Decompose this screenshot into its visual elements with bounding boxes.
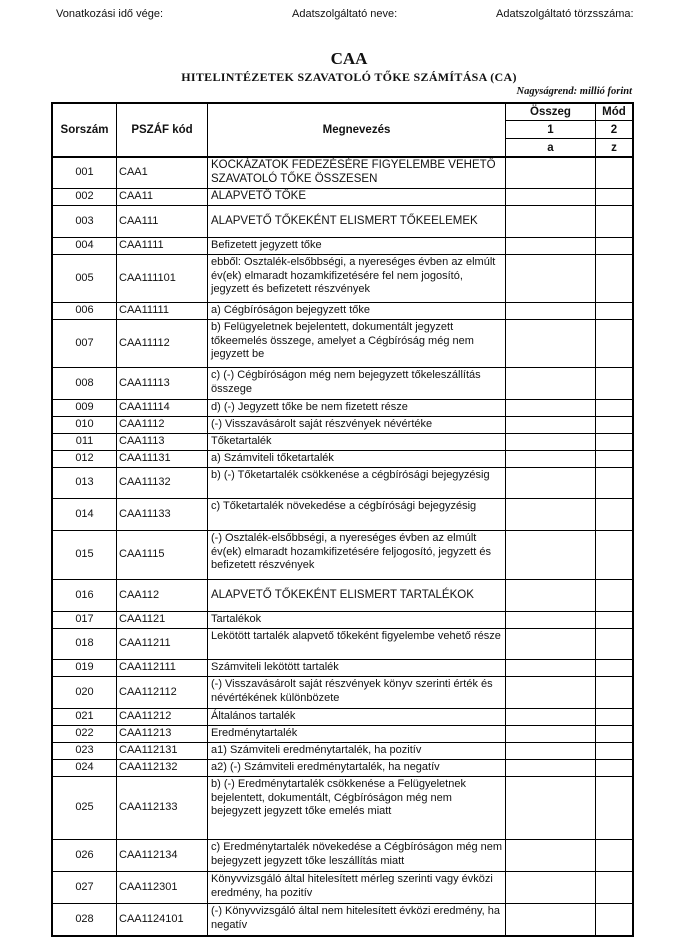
row-description: (-) Visszavásárolt saját részvények könyv szerinti érték és névértékének különbözete <box>208 677 506 708</box>
row-mode-cell[interactable] <box>596 158 632 188</box>
row-pszaf-code: CAA112132 <box>117 760 208 776</box>
row-mode-cell[interactable] <box>596 400 632 416</box>
row-number: 008 <box>53 368 117 399</box>
row-pszaf-code: CAA111 <box>117 206 208 237</box>
row-description: a2) (-) Számviteli eredménytartalék, ha negatív <box>208 760 506 776</box>
row-mode-cell[interactable] <box>596 629 632 659</box>
row-description: a) Számviteli tőketartalék <box>208 451 506 467</box>
row-amount-cell[interactable] <box>506 726 596 742</box>
row-description: Eredménytartalék <box>208 726 506 742</box>
row-amount-cell[interactable] <box>506 777 596 839</box>
row-number: 012 <box>53 451 117 467</box>
table-row <box>53 158 632 189</box>
row-description: KOCKÁZATOK FEDEZÉSÉRE FIGYELEMBE VEHETŐ SZAVATOLÓ TŐKE ÖSSZESEN <box>208 158 506 188</box>
row-description: ebből: Osztalék-elsőbbségi, a nyereséges évben az elmúlt év(ek) elmaradt hozamkifizetésére fel nem jogosító, jegyzett és befizetett részvények <box>208 255 506 302</box>
row-mode-cell[interactable] <box>596 904 632 935</box>
row-description: (-) Könyvvizsgáló által nem hitelesített évközi eredmény, ha negatív <box>208 904 506 935</box>
row-mode-cell[interactable] <box>596 434 632 450</box>
row-mode-cell[interactable] <box>596 189 632 205</box>
form-header <box>0 8 698 24</box>
row-number: 021 <box>53 709 117 725</box>
row-pszaf-code: CAA11 <box>117 189 208 205</box>
row-pszaf-code: CAA11113 <box>117 368 208 399</box>
row-mode-cell[interactable] <box>596 709 632 725</box>
row-description: b) Felügyeletnek bejelentett, dokumentált jegyzett tőkeemelés összege, amelyet a Cégbíróság még nem jegyzett be <box>208 320 506 367</box>
provider-id-label: Adatszolgáltató törzsszáma: <box>496 8 634 20</box>
row-description: c) Tőketartalék növekedése a cégbírósági bejegyzésig <box>208 499 506 530</box>
row-pszaf-code: CAA1111 <box>117 238 208 254</box>
row-pszaf-code: CAA1121 <box>117 612 208 628</box>
table-row <box>53 468 632 499</box>
row-mode-cell[interactable] <box>596 417 632 433</box>
row-description: c) (-) Cégbíróságon még nem bejegyzett tőkeleszállítás összege <box>208 368 506 399</box>
unit-note: Nagyságrend: millió forint <box>516 86 632 97</box>
row-pszaf-code: CAA11111 <box>117 303 208 319</box>
table-row <box>53 760 632 777</box>
table-row <box>53 726 632 743</box>
row-description: a) Cégbíróságon bejegyzett tőke <box>208 303 506 319</box>
row-number: 009 <box>53 400 117 416</box>
table-row <box>53 368 632 400</box>
row-mode-cell[interactable] <box>596 531 632 579</box>
row-pszaf-code: CAA11213 <box>117 726 208 742</box>
row-description: (-) Osztalék-elsőbbségi, a nyereséges évben az elmúlt év(ek) elmaradt hozamkifizetésére feljogosító, jegyzett és befizetett részvények <box>208 531 506 579</box>
form-title: CAA <box>330 49 368 68</box>
table-row <box>53 612 632 629</box>
row-number: 019 <box>53 660 117 676</box>
row-number: 011 <box>53 434 117 450</box>
row-number: 001 <box>53 158 117 188</box>
table-header <box>53 104 632 158</box>
row-pszaf-code: CAA112112 <box>117 677 208 708</box>
table-row <box>53 400 632 417</box>
row-mode-cell[interactable] <box>596 872 632 903</box>
row-description: (-) Visszavásárolt saját részvények névértéke <box>208 417 506 433</box>
row-number: 028 <box>53 904 117 935</box>
row-pszaf-code: CAA112111 <box>117 660 208 676</box>
row-amount-cell[interactable] <box>506 872 596 903</box>
row-amount-cell[interactable] <box>506 760 596 776</box>
table-row <box>53 743 632 760</box>
table-row <box>53 677 632 709</box>
row-amount-cell[interactable] <box>506 629 596 659</box>
table-row <box>53 206 632 238</box>
table-row <box>53 189 632 206</box>
row-amount-cell[interactable] <box>506 400 596 416</box>
row-amount-cell[interactable] <box>506 255 596 302</box>
row-number: 014 <box>53 499 117 530</box>
row-pszaf-code: CAA11212 <box>117 709 208 725</box>
row-amount-cell[interactable] <box>506 499 596 530</box>
row-description: Könyvvizsgáló által hitelesített mérleg szerinti vagy évközi eredmény, ha pozitív <box>208 872 506 903</box>
row-pszaf-code: CAA1 <box>117 158 208 188</box>
row-mode-cell[interactable] <box>596 760 632 776</box>
row-number: 026 <box>53 840 117 871</box>
row-description: Tőketartalék <box>208 434 506 450</box>
row-description: a1) Számviteli eredménytartalék, ha pozitív <box>208 743 506 759</box>
row-description: ALAPVETŐ TŐKEKÉNT ELISMERT TŐKEELEMEK <box>208 206 506 237</box>
capital-table <box>51 102 634 937</box>
form-subtitle: HITELINTÉZETEK SZAVATOLÓ TŐKE SZÁMÍTÁSA (CA) <box>181 70 517 84</box>
row-amount-cell[interactable] <box>506 612 596 628</box>
row-pszaf-code: CAA1124101 <box>117 904 208 935</box>
table-row <box>53 580 632 612</box>
row-mode-cell[interactable] <box>596 612 632 628</box>
row-pszaf-code: CAA11211 <box>117 629 208 659</box>
row-mode-cell[interactable] <box>596 320 632 367</box>
table-row <box>53 531 632 580</box>
row-mode-cell[interactable] <box>596 451 632 467</box>
table-row <box>53 904 632 935</box>
row-description: Általános tartalék <box>208 709 506 725</box>
row-amount-cell[interactable] <box>506 451 596 467</box>
table-row <box>53 434 632 451</box>
row-mode-cell[interactable] <box>596 660 632 676</box>
period-label: Vonatkozási idő vége: <box>56 8 164 20</box>
row-number: 017 <box>53 612 117 628</box>
row-pszaf-code: CAA112301 <box>117 872 208 903</box>
row-amount-cell[interactable] <box>506 580 596 611</box>
row-amount-cell[interactable] <box>506 434 596 450</box>
col-pszaf-code: PSZÁF kód <box>117 104 208 156</box>
row-pszaf-code: CAA111101 <box>117 255 208 302</box>
row-pszaf-code: CAA1115 <box>117 531 208 579</box>
row-number: 007 <box>53 320 117 367</box>
row-pszaf-code: CAA11133 <box>117 499 208 530</box>
row-pszaf-code: CAA112 <box>117 580 208 611</box>
table-row <box>53 320 632 368</box>
col-mod-number: 2 <box>596 120 632 138</box>
row-description: Befizetett jegyzett tőke <box>208 238 506 254</box>
table-row <box>53 709 632 726</box>
row-pszaf-code: CAA112133 <box>117 777 208 839</box>
row-mode-cell[interactable] <box>596 206 632 237</box>
row-description: Lekötött tartalék alapvető tőkeként figyelembe vehető része <box>208 629 506 659</box>
row-mode-cell[interactable] <box>596 743 632 759</box>
row-number: 013 <box>53 468 117 498</box>
row-pszaf-code: CAA1112 <box>117 417 208 433</box>
table-row <box>53 303 632 320</box>
col-osszeg-letter: a <box>506 138 596 156</box>
provider-name-label: Adatszolgáltató neve: <box>292 8 398 20</box>
table-body <box>53 158 632 935</box>
table-row <box>53 777 632 840</box>
row-mode-cell[interactable] <box>596 840 632 871</box>
table-row <box>53 872 632 904</box>
row-number: 022 <box>53 726 117 742</box>
row-pszaf-code: CAA11131 <box>117 451 208 467</box>
row-description: c) Eredménytartalék növekedése a Cégbíróságon még nem bejegyzett jegyzett tőke leszállítás miatt <box>208 840 506 871</box>
row-mode-cell[interactable] <box>596 368 632 399</box>
row-number: 023 <box>53 743 117 759</box>
table-row <box>53 629 632 660</box>
row-description: d) (-) Jegyzett tőke be nem fizetett része <box>208 400 506 416</box>
row-amount-cell[interactable] <box>506 531 596 579</box>
row-mode-cell[interactable] <box>596 468 632 498</box>
row-pszaf-code: CAA11132 <box>117 468 208 498</box>
row-amount-cell[interactable] <box>506 189 596 205</box>
row-description: ALAPVETŐ TŐKE <box>208 189 506 205</box>
col-mod: Mód <box>602 106 626 118</box>
table-row <box>53 255 632 303</box>
row-description: ALAPVETŐ TŐKEKÉNT ELISMERT TARTALÉKOK <box>208 580 506 611</box>
table-row <box>53 660 632 677</box>
row-number: 020 <box>53 677 117 708</box>
row-description: Tartalékok <box>208 612 506 628</box>
table-row <box>53 238 632 255</box>
row-amount-cell[interactable] <box>506 238 596 254</box>
table-row <box>53 499 632 531</box>
row-number: 018 <box>53 629 117 659</box>
row-description: b) (-) Tőketartalék csökkenése a cégbírósági bejegyzésig <box>208 468 506 498</box>
row-amount-cell[interactable] <box>506 677 596 708</box>
row-amount-cell[interactable] <box>506 158 596 188</box>
row-amount-cell[interactable] <box>506 709 596 725</box>
col-osszeg-number: 1 <box>506 120 596 138</box>
row-number: 002 <box>53 189 117 205</box>
row-mode-cell[interactable] <box>596 726 632 742</box>
row-number: 005 <box>53 255 117 302</box>
row-pszaf-code: CAA112134 <box>117 840 208 871</box>
row-number: 010 <box>53 417 117 433</box>
table-row <box>53 451 632 468</box>
row-description: b) (-) Eredménytartalék csökkenése a Felügyeletnek bejelentett, dokumentált, Cégbíróságon még nem bejegyzett jegyzett tőke emelés miatt <box>208 777 506 839</box>
table-row <box>53 840 632 872</box>
row-mode-cell[interactable] <box>596 303 632 319</box>
row-mode-cell[interactable] <box>596 255 632 302</box>
row-mode-cell[interactable] <box>596 777 632 839</box>
col-sorszam: Sorszám <box>53 104 117 156</box>
row-amount-cell[interactable] <box>506 303 596 319</box>
row-mode-cell[interactable] <box>596 677 632 708</box>
row-number: 016 <box>53 580 117 611</box>
row-number: 024 <box>53 760 117 776</box>
row-pszaf-code: CAA1113 <box>117 434 208 450</box>
row-mode-cell[interactable] <box>596 499 632 530</box>
row-number: 025 <box>53 777 117 839</box>
col-osszeg: Összeg <box>506 104 596 120</box>
row-amount-cell[interactable] <box>506 320 596 367</box>
row-amount-cell[interactable] <box>506 417 596 433</box>
row-mode-cell[interactable] <box>596 580 632 611</box>
row-pszaf-code: CAA11112 <box>117 320 208 367</box>
row-amount-cell[interactable] <box>506 206 596 237</box>
row-pszaf-code: CAA112131 <box>117 743 208 759</box>
row-amount-cell[interactable] <box>506 840 596 871</box>
table-row <box>53 417 632 434</box>
row-amount-cell[interactable] <box>506 743 596 759</box>
row-amount-cell[interactable] <box>506 660 596 676</box>
row-number: 004 <box>53 238 117 254</box>
row-number: 027 <box>53 872 117 903</box>
row-number: 015 <box>53 531 117 579</box>
row-amount-cell[interactable] <box>506 468 596 498</box>
row-number: 006 <box>53 303 117 319</box>
row-mode-cell[interactable] <box>596 238 632 254</box>
row-pszaf-code: CAA11114 <box>117 400 208 416</box>
row-description: Számviteli lekötött tartalék <box>208 660 506 676</box>
col-megnevezes: Megnevezés <box>208 104 506 156</box>
row-number: 003 <box>53 206 117 237</box>
col-mod-letter: z <box>596 138 632 156</box>
row-amount-cell[interactable] <box>506 904 596 935</box>
row-amount-cell[interactable] <box>506 368 596 399</box>
